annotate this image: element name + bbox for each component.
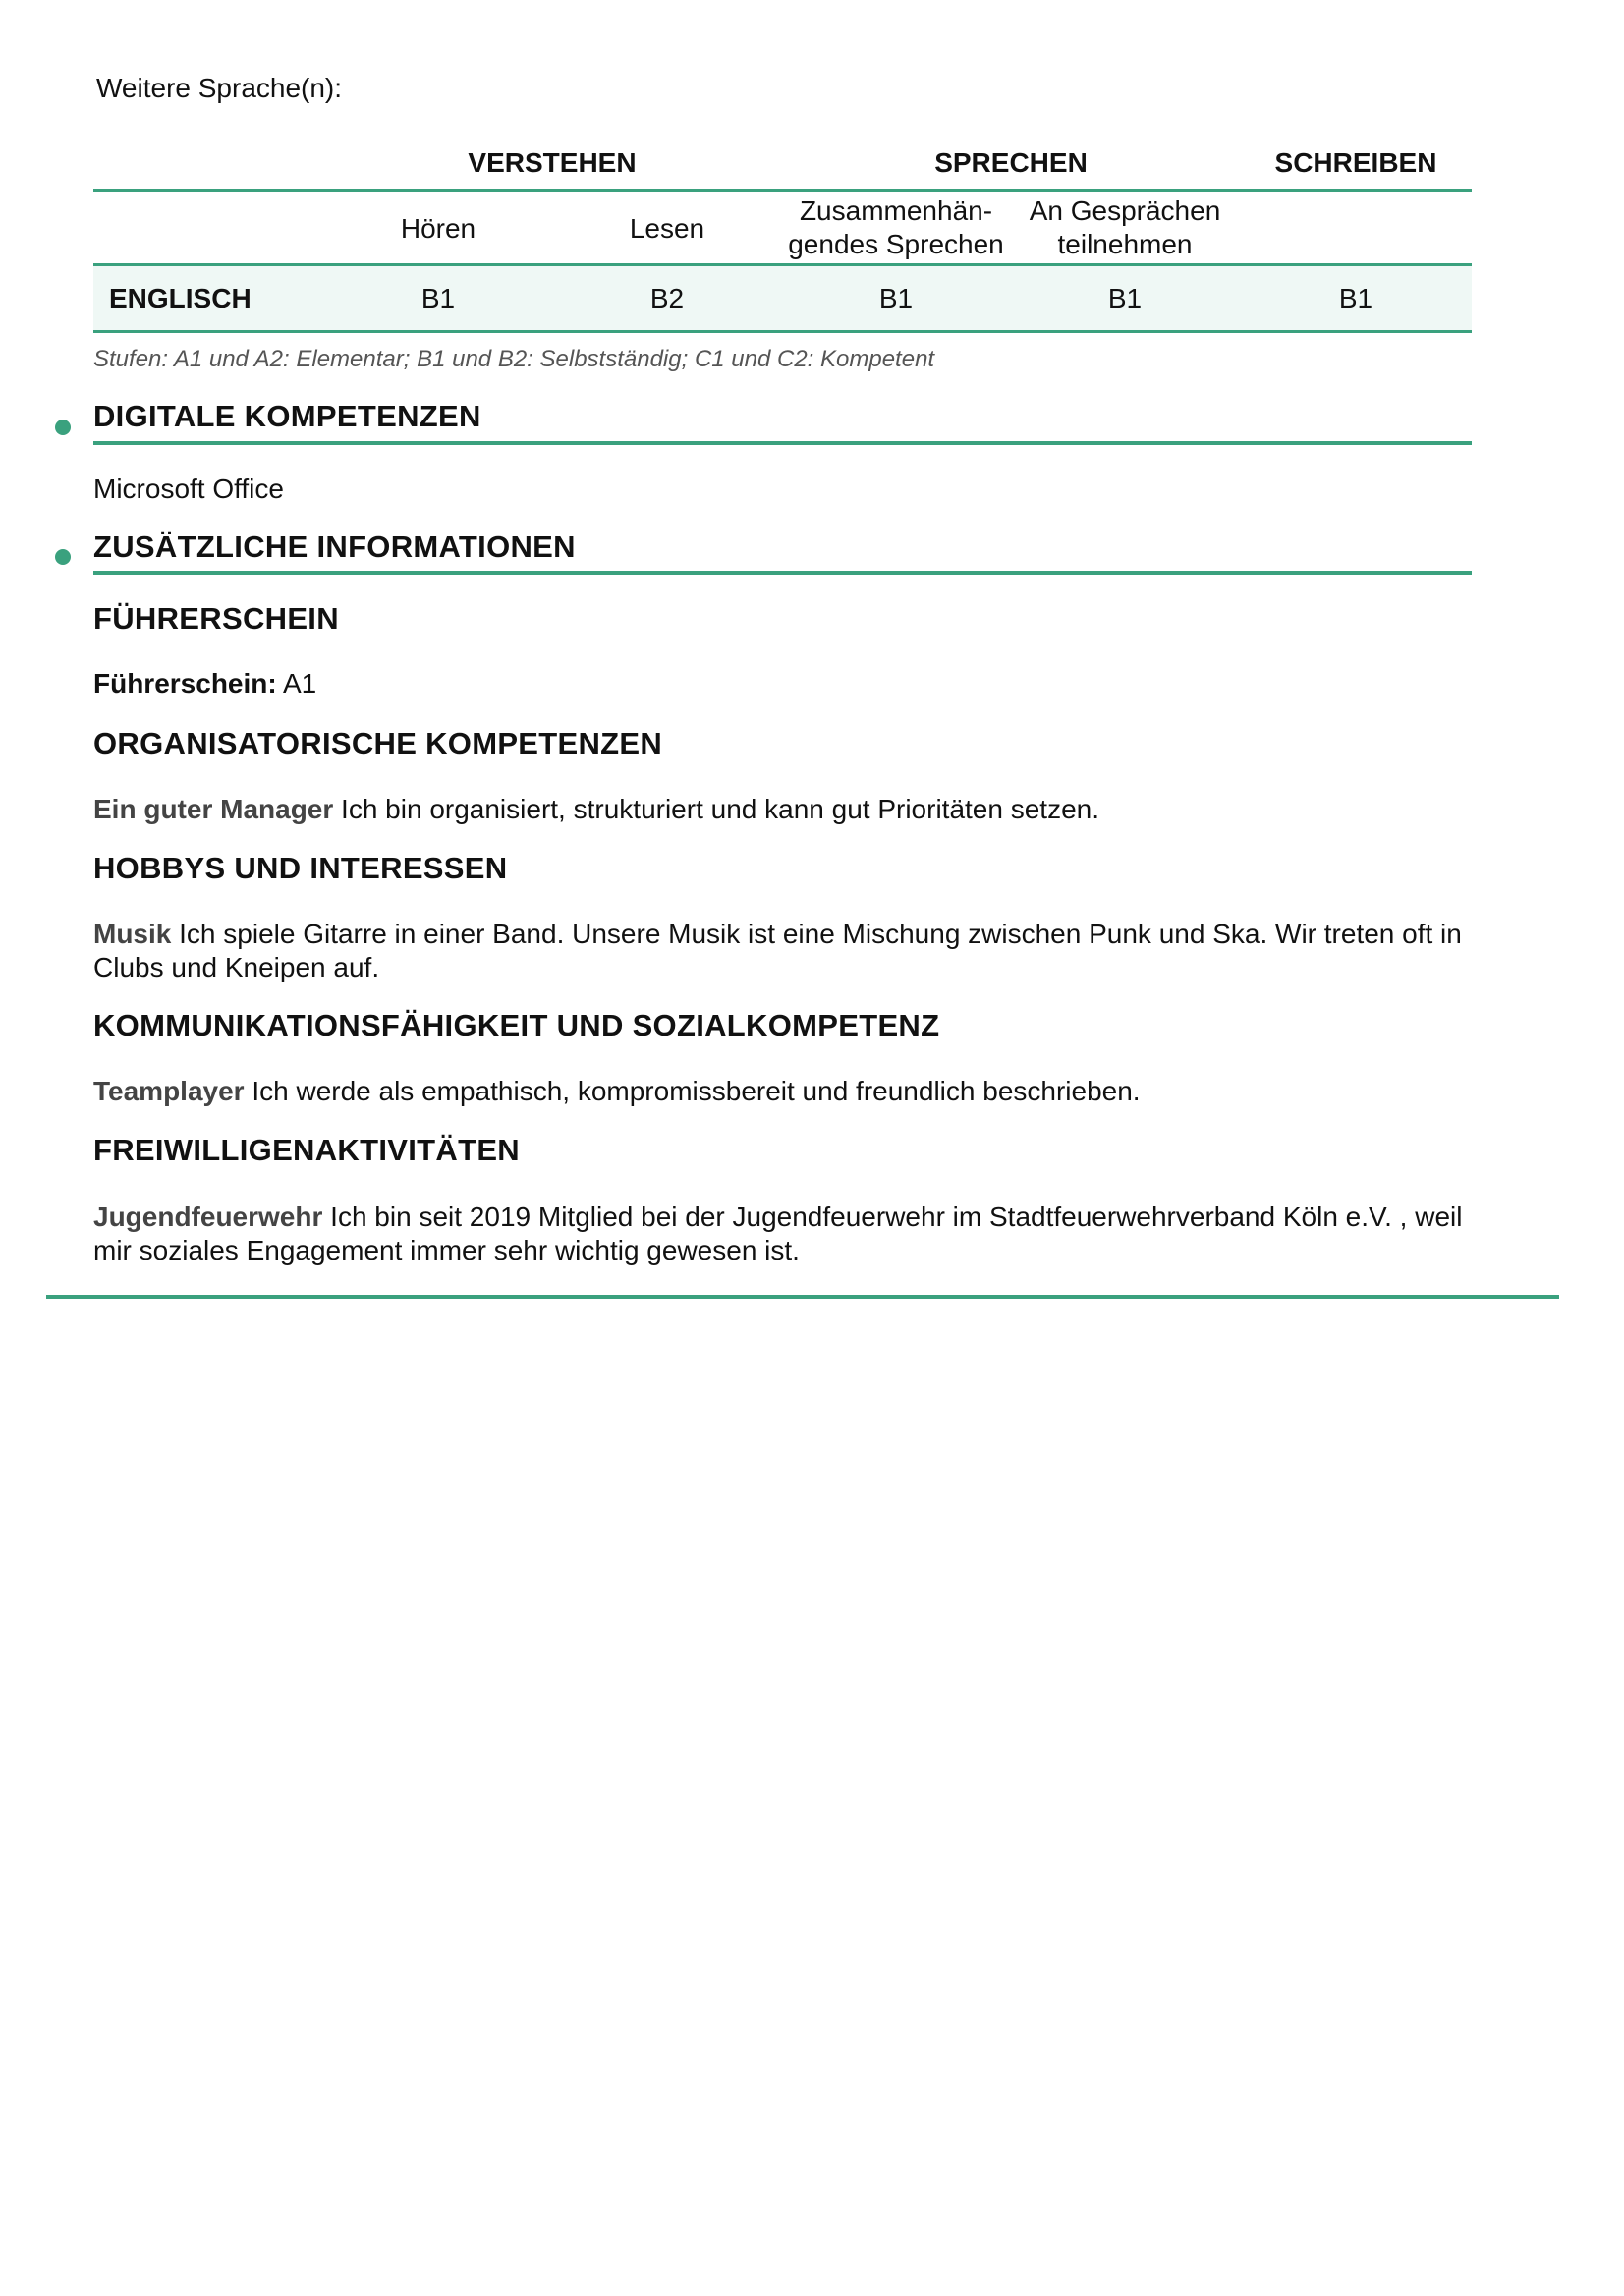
group-speak: SPRECHEN — [934, 147, 1088, 178]
digital-skills-text: Microsoft Office — [93, 474, 284, 504]
level-listening: B1 — [420, 283, 456, 313]
social-body: Ich werde als empathisch, kompromissbereit und freundlich beschrieben. — [244, 1076, 1141, 1106]
subhead-reading: Lesen — [629, 213, 705, 244]
hobbies-lead: Musik — [93, 919, 172, 949]
section-bullet-icon — [55, 549, 71, 565]
group-write: SCHREIBEN — [1274, 147, 1437, 178]
other-languages-label: Weitere Sprache(n): — [96, 73, 343, 103]
section-title-digital: DIGITALE KOMPETENZEN — [93, 399, 481, 433]
social-lead: Teamplayer — [93, 1076, 245, 1106]
subheading-hobbies: HOBBYS UND INTERESSEN — [93, 851, 508, 885]
level-writing: B1 — [1338, 283, 1373, 313]
license-line — [93, 667, 1474, 700]
subhead-spoken-interaction: An Gesprächen teilnehmen — [1029, 196, 1221, 259]
volunteer-lead: Jugendfeuerwehr — [93, 1202, 323, 1232]
license-value: A1 — [276, 668, 317, 699]
level-spoken-interaction: B1 — [1107, 283, 1143, 313]
subheading-social: KOMMUNIKATIONSFÄHIGKEIT UND SOZIALKOMPETENZ — [93, 1008, 940, 1042]
group-understand: VERSTEHEN — [468, 147, 637, 178]
section-rule — [93, 441, 1472, 445]
social-text — [93, 1075, 1474, 1108]
section-title-additional: ZUSÄTZLICHE INFORMATIONEN — [93, 530, 576, 564]
volunteer-text — [93, 1201, 1474, 1267]
level-reading: B2 — [649, 283, 685, 313]
organisational-text — [93, 793, 1474, 826]
document-end-rule — [46, 1295, 1559, 1299]
hobbies-text — [93, 918, 1474, 984]
table-rule-top — [93, 189, 1472, 192]
subhead-spoken-production: Zusammenhän- gendes Sprechen — [788, 196, 1004, 259]
organisational-lead: Ein guter Manager — [93, 794, 334, 824]
license-label: Führerschein: — [93, 668, 277, 699]
hobbies-body: Ich spiele Gitarre in einer Band. Unsere Musik ist eine Mischung zwischen Punk und Ska. Wir treten oft in Clubs und Kneipen auf. — [93, 919, 1462, 982]
language-level-legend: Stufen: A1 und A2: Elementar; B1 und B2: Selbstständig; C1 und C2: Kompetent — [93, 346, 935, 372]
subheading-volunteer: FREIWILLIGENAKTIVITÄTEN — [93, 1133, 520, 1167]
language-name: ENGLISCH — [109, 283, 252, 313]
section-bullet-icon — [55, 420, 71, 435]
table-rule-bottom — [93, 330, 1472, 333]
volunteer-body: Ich bin seit 2019 Mitglied bei der Jugendfeuerwehr im Stadtfeuerwehrverband Köln e.V. , weil mir soziales Engagement immer sehr wichtig gewesen ist. — [93, 1202, 1463, 1265]
section-rule — [93, 571, 1472, 575]
organisational-body: Ich bin organisiert, strukturiert und kann gut Prioritäten setzen. — [333, 794, 1099, 824]
subheading-organisational: ORGANISATORISCHE KOMPETENZEN — [93, 726, 663, 760]
subhead-listening: Hören — [400, 213, 476, 244]
subheading-license: FÜHRERSCHEIN — [93, 601, 339, 636]
level-spoken-production: B1 — [878, 283, 914, 313]
